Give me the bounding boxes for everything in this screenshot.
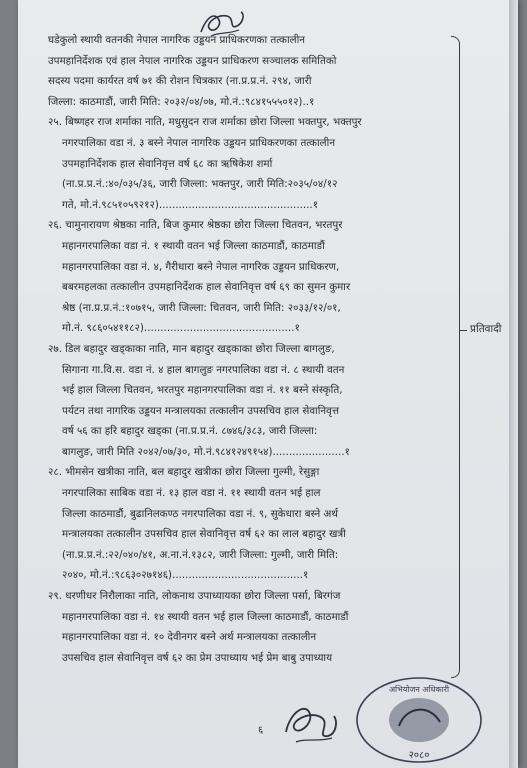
grouping-brace: [451, 36, 460, 678]
text-line: २५. बिष्णहर राज शर्माका नाति, मधुसुदन राज शर्माका छोरा जिल्ला भक्तपुर, भक्तपुर: [48, 116, 362, 129]
document-body: [48, 30, 448, 668]
text-line: (ना.प्र.प्र.नं.:४०/०३५/३६, जारी जिल्ला: भक्तपुर, जारी मिति:२०३५/०४/१२: [62, 178, 338, 191]
text-line: गते, मो.नं.९८५१०५९२१२)...............................................१: [62, 198, 319, 211]
paragraph-26: [48, 215, 448, 339]
text-line: मन्त्रालयका तत्कालीन उपसचिव हाल सेवानिवृत्त वर्ष ६२ का लाल बहादुर खत्री: [62, 528, 346, 541]
handwritten-signature-bottom: [276, 692, 346, 756]
text-line: महानगरपालिका वडा नं. १४ स्थायी वतन भई हाल जिल्ला काठमाडौं, काठमाडौं: [62, 610, 349, 623]
text-line: श्रेष्ठ (ना.प्र.प्र.नं.:१०७१५, जारी जिल्ला: चितवन, जारी मिति: २०३३/१२/०१,: [62, 301, 341, 314]
page-number: ६: [258, 725, 264, 736]
official-seal-stamp: [344, 668, 494, 768]
paragraph-27: [48, 339, 448, 463]
text-line: वर्ष ५६ का हरि बहादुर खड्का (ना.प्र.प्र.नं. ८७४६/३८३, जारी जिल्ला:: [62, 425, 318, 438]
text-line: सिगाना गा.वि.स. वडा नं. ४ हाल बागलुङ नगरपालिका वडा नं. ८ स्थायी वतन: [62, 363, 345, 376]
text-line: नगरपालिका वडा नं. ३ बस्ने नेपाल नागरिक उड्डयन प्राधिकरणका तत्कालीन: [62, 136, 336, 149]
text-line: भई हाल जिल्ला चितवन, भरतपुर महानगरपालिका वडा नं. ११ बस्ने संस्कृति,: [62, 384, 343, 397]
text-line: सदस्य पदमा कार्यरत वर्ष ७१ की रोशन चित्रकार (ना.प्र.प्र.नं. २९४, जारी: [48, 75, 312, 88]
text-line: उपमहानिर्देशक एवं हाल नेपाल नागरिक उड्डयन प्राधिकरण सञ्चालक समितिको: [48, 54, 337, 67]
text-line: २७. डिल बहादुर खड्काका नाति, मान बहादुर खड्काका छोरा जिल्ला बागलुङ,: [48, 342, 335, 355]
text-line: महानगरपालिका वडा नं. १ स्थायी वतन भई जिल्ला काठमाडौं, काठमाडौं: [62, 239, 325, 252]
text-line: उपसचिव हाल सेवानिवृत्त वर्ष ६२ का प्रेम उपाध्याय भई प्रेम बाबु उपाध्याय: [62, 651, 333, 664]
document-page: [18, 0, 518, 768]
defendant-label: प्रतिवादी: [470, 323, 502, 335]
paragraph-29: [48, 586, 448, 668]
text-line: नगरपालिका साबिक वडा नं. १३ हाल वडा नं. ११ स्थायी वतन भई हाल: [62, 487, 321, 500]
paragraph-25: [48, 112, 448, 215]
brace-tip: [459, 330, 467, 331]
text-line: महानगरपालिका वडा नं. १० देवीनगर बस्ने अर्थ मन्त्रालयका तत्कालीन: [62, 631, 317, 644]
text-line: मो.नं. ९८६०५४११८२)..............................................१: [62, 322, 300, 335]
text-line: बबरमहलका तत्कालीन उपमहानिर्देशक हाल सेवानिवृत्त वर्ष ६९ का सुमन कुमार: [62, 281, 351, 294]
text-line: २६. चामुनारायण श्रेष्ठका नाति, बिज कुमार श्रेष्ठका छोरा जिल्ला चितवन, भरतपुर: [48, 219, 343, 232]
text-line: २९. धरणीधर निरौलाका नाति, लोकनाथ उपाध्यायका छोरा जिल्ला पर्सा, बिरगंज: [48, 590, 341, 603]
stamp-year-text: २०८०: [408, 750, 430, 761]
text-line: जिल्ला: काठमाडौं, जारी मिति: २०३२/०४/०७, मो.नं.:९८४१५५५०१२)..१: [48, 95, 315, 108]
text-line: उपमहानिर्देशक हाल सेवानिवृत्त वर्ष ६८ का ऋषिकेश शर्मा: [62, 157, 273, 170]
paragraph-28: [48, 462, 448, 586]
text-line: २८. भीमसेन खत्रीका नाति, बल बहादुर खत्रीका छोरा जिल्ला गुल्मी, रेसुङ्गा: [48, 466, 320, 479]
paragraph-24-continued: [48, 30, 448, 112]
text-line: २०४०, मो.नं.:९८६३०२७१४६)........................................१: [62, 569, 309, 582]
page-edge: [509, 0, 518, 768]
text-line: महानगरपालिका वडा नं. ४, गैरीधारा बस्ने नेपाल नागरिक उड्डयन प्राधिकरण,: [62, 260, 340, 273]
text-line: घडेकुलो स्थायी वतनकी नेपाल नागरिक उड्डयन प्राधिकरणका तत्कालीन: [48, 34, 305, 46]
text-line: जिल्ला काठमाडौं, बुढानिलकण्ठ नगरपालिका वडा नं. ९, सुकेधारा बस्ने अर्थ: [62, 507, 338, 520]
text-line: (ना.प्र.प्र.नं.:२२/०४०/४१, अ.ना.नं.१३८२, जारी जिल्ला: गुल्मी, जारी मिति:: [62, 548, 339, 561]
stamp-caption-text: अभियोजन अधिकारी: [388, 685, 450, 694]
text-line: पर्यटन तथा नागरिक उड्डयन मन्त्रालयका तत्कालीन उपसचिव हाल सेवानिवृत्त: [62, 404, 339, 417]
text-line: बागलुङ, जारी मिति २०४२/०७/३०, मो.नं.९८४१२४९१५४)......................१: [62, 445, 350, 458]
